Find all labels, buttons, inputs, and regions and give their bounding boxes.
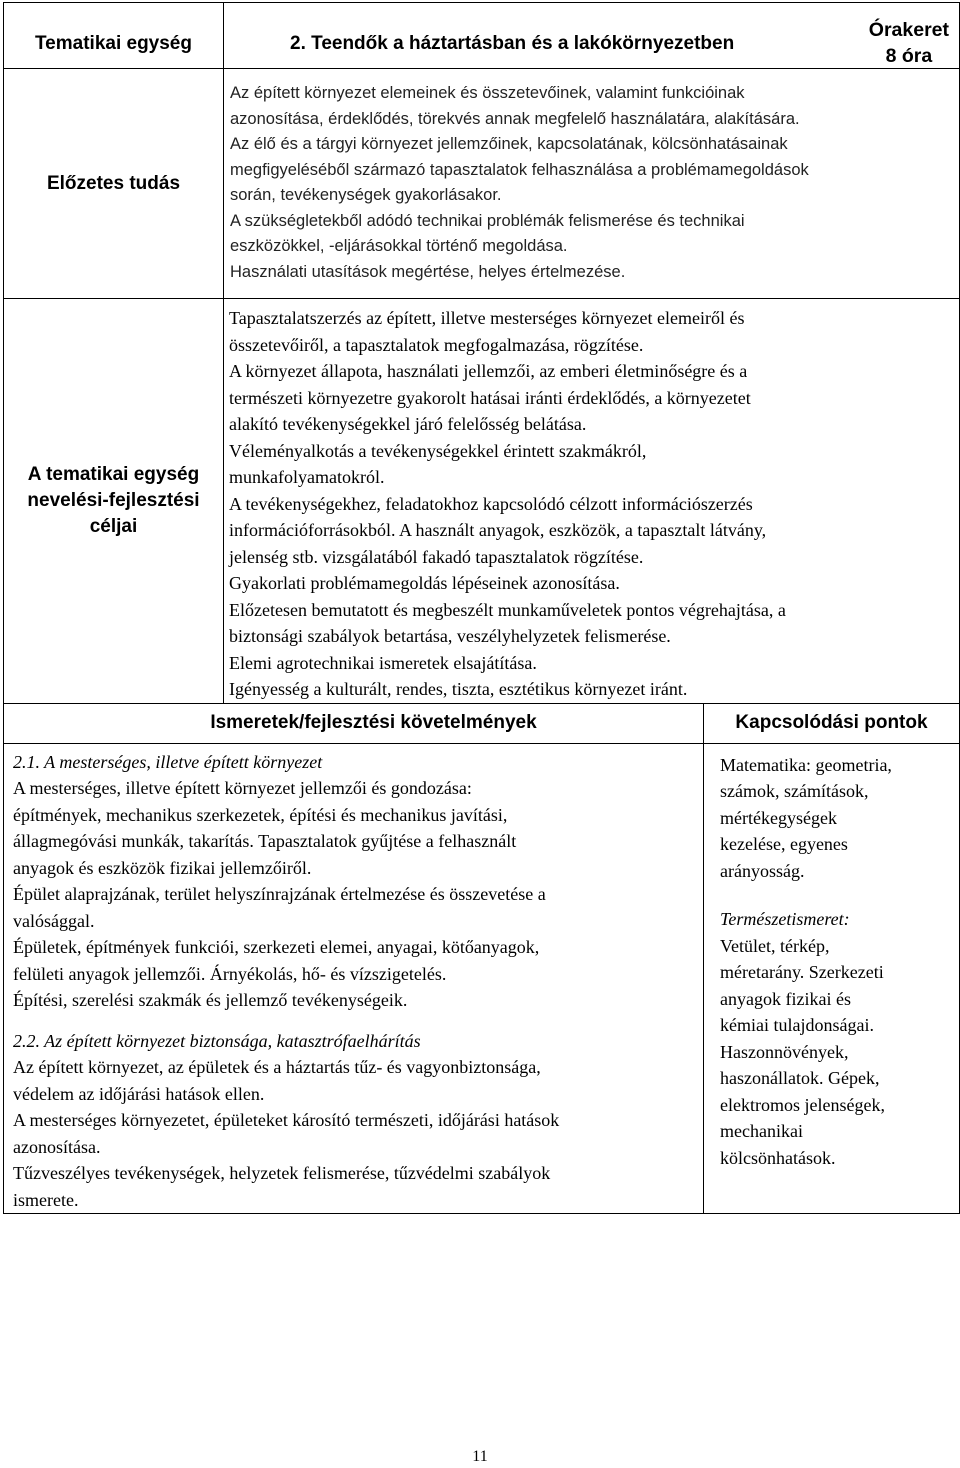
text-line: Tapasztalatszerzés az épített, illetve mesterséges környezet elemeiről és xyxy=(229,308,745,328)
text-line: mértékegységek xyxy=(720,807,837,828)
text-line: Az épített környezet elemeinek és összetevőinek, valamint funkcióinak xyxy=(230,84,745,102)
connection-title: Természetismeret: xyxy=(720,909,850,929)
goals-label-cell xyxy=(4,299,224,704)
text-line: Igényesség a kulturált, rendes, tiszta, esztétikus környezet iránt. xyxy=(229,679,688,699)
text-line: információforrásokból. A használt anyagok, eszközök, a tapasztalt látvány, xyxy=(229,520,767,540)
text-line: számok, számítások, xyxy=(720,781,869,801)
text-line: azonosítása, érdeklődés, törekvés annak megfelelő használatára, alakítására. xyxy=(230,109,800,128)
text-line: alakító tevékenységekkel járó felelősség belátása. xyxy=(229,414,587,434)
text-line: kezelése, egyenes xyxy=(720,834,848,854)
goals-label-line: nevelési-fejlesztési xyxy=(27,489,200,511)
connections-heading-cell xyxy=(704,703,960,743)
text-line: Véleményalkotás a tevékenységekkel érintett szakmákról, xyxy=(229,440,647,461)
page-number: 11 xyxy=(472,1448,488,1465)
text-line: anyagok fizikai és xyxy=(720,988,851,1009)
text-line: összetevőiről, a tapasztalatok megfogalmazása, rögzítése. xyxy=(229,334,644,355)
text-line: elektromos jelenségek, xyxy=(720,1094,885,1115)
section-2-1 xyxy=(13,749,703,1014)
curriculum-page xyxy=(3,2,959,1214)
section-2-2 xyxy=(13,1028,703,1214)
text-line: Építési, szerelési szakmák és jellemző tevékenységeik. xyxy=(13,990,408,1010)
text-line: során, tevékenységek gyakorlásakor. xyxy=(230,186,502,204)
text-line: Az élő és a tárgyi környezet jellemzőinek, kapcsolatának, kölcsönhatásainak xyxy=(230,135,788,153)
text-line: A mesterséges környezetet, épületeket károsító természeti, időjárási hatások xyxy=(13,1110,560,1130)
text-line: mechanikai xyxy=(720,1121,803,1141)
text-line: haszonállatok. Gépek, xyxy=(720,1068,880,1088)
text-line: valósággal. xyxy=(13,910,95,931)
hours-label: Órakeret xyxy=(868,19,949,41)
text-line: Épület alaprajzának, terület helyszínrajzának értelmezése és összevetése a xyxy=(13,884,546,904)
text-line: A szükségletekből adódó technikai problémák felismerése és technikai xyxy=(230,211,745,230)
header-label-cell xyxy=(4,3,224,69)
text-line: anyagok és eszközök fizikai jellemzőiről. xyxy=(13,857,312,878)
text-line: Gyakorlati problémamegoldás lépéseinek azonosítása. xyxy=(229,573,620,593)
goals-content xyxy=(224,299,960,704)
text-line: biztonsági szabályok betartása, veszélyhelyzetek felismerése. xyxy=(229,626,671,646)
text-line: munkafolyamatokról. xyxy=(229,467,385,487)
text-line: Elemi agrotechnikai ismeretek elsajátítása. xyxy=(229,652,537,673)
text-line: Matematika: geometria, xyxy=(720,754,892,775)
text-line: Haszonnövények, xyxy=(720,1041,849,1062)
text-line: Használati utasítások megértése, helyes értelmezése. xyxy=(230,262,626,281)
text-line: felületi anyagok jellemzői. Árnyékolás, hő- és vízszigetelés. xyxy=(13,963,447,984)
prior-knowledge-label-cell xyxy=(4,69,224,299)
section-title: 2.1. A mesterséges, illetve épített környezet xyxy=(13,751,323,772)
goals-label-line: A tematikai egység xyxy=(27,463,200,485)
text-line: kölcsönhatások. xyxy=(720,1147,836,1168)
hours-box xyxy=(869,17,949,69)
text-line: arányosság. xyxy=(720,860,805,881)
text-line: építmények, mechanikus szerkezetek, építési és mechanikus javítási, xyxy=(13,804,508,825)
text-line: ismerete. xyxy=(13,1189,79,1210)
unit-title: 2. Teendők a háztartásban és a lakókörnyezetben xyxy=(290,33,735,54)
section-title: 2.2. Az épített környezet biztonsága, katasztrófaelhárítás xyxy=(13,1030,421,1051)
text-line: A mesterséges, illetve épített környezet jellemzői és gondozása: xyxy=(13,778,472,798)
text-line: védelem az időjárási hatások ellen. xyxy=(13,1083,265,1104)
text-line: Épületek, építmények funkciói, szerkezeti elemei, anyagai, kötőanyagok, xyxy=(13,937,540,957)
prior-knowledge-row xyxy=(4,69,960,299)
header-title-cell xyxy=(224,3,960,69)
text-line: A tevékenységekhez, feladatokhoz kapcsolódó célzott információszerzés xyxy=(229,493,753,514)
text-line: jelenség stb. vizsgálatából fakadó tapasztalatok rögzítése. xyxy=(229,546,644,567)
text-line: Vetület, térkép, xyxy=(720,935,830,956)
goals-text xyxy=(229,305,959,703)
text-line: Előzetesen bemutatott és megbeszélt munkaműveletek pontos végrehajtása, a xyxy=(229,599,786,620)
text-line: méretarány. Szerkezeti xyxy=(720,962,884,982)
text-line: A környezet állapota, használati jellemzői, az emberi életminőségre és a xyxy=(229,361,748,381)
requirements-content xyxy=(4,743,704,1214)
header-label: Tematikai egység xyxy=(34,33,192,54)
requirements-heading: Ismeretek/fejlesztési követelmények xyxy=(210,712,537,733)
text-line: Tűzveszélyes tevékenységek, helyzetek felismerése, tűzvédelmi szabályok xyxy=(13,1163,551,1183)
requirements-heading-cell xyxy=(4,703,704,743)
text-line: természeti környezetre gyakorolt hatásai iránti érdeklődés, a környezetet xyxy=(229,387,751,408)
text-line: eszközökkel, -eljárásokkal történő megoldása. xyxy=(230,237,568,255)
header-row xyxy=(4,3,960,69)
requirements-header-row xyxy=(4,703,960,743)
text-line: kémiai tulajdonságai. xyxy=(720,1015,874,1035)
hours-value: 8 óra xyxy=(885,45,933,67)
text-line: állagmegóvási munkák, takarítás. Tapasztalatok gyűjtése a felhasznált xyxy=(13,831,517,851)
text-line: azonosítása. xyxy=(13,1136,101,1157)
text-line: megfigyeléséből származó tapasztalatok felhasználása a problémamegoldások xyxy=(230,160,809,179)
science-connection xyxy=(720,906,959,1171)
prior-knowledge-text xyxy=(230,81,959,285)
text-line: Az épített környezet, az épületek és a háztartás tűz- és vagyonbiztonsága, xyxy=(13,1057,541,1077)
goals-row xyxy=(4,299,960,704)
goals-label-line: céljai xyxy=(89,515,138,537)
curriculum-table xyxy=(3,2,960,1214)
connections-heading: Kapcsolódási pontok xyxy=(735,712,928,733)
connections-content xyxy=(704,743,960,1214)
prior-knowledge-content xyxy=(224,69,960,299)
requirements-content-row xyxy=(4,743,960,1214)
math-connection xyxy=(720,752,959,885)
prior-knowledge-label: Előzetes tudás xyxy=(46,172,181,194)
